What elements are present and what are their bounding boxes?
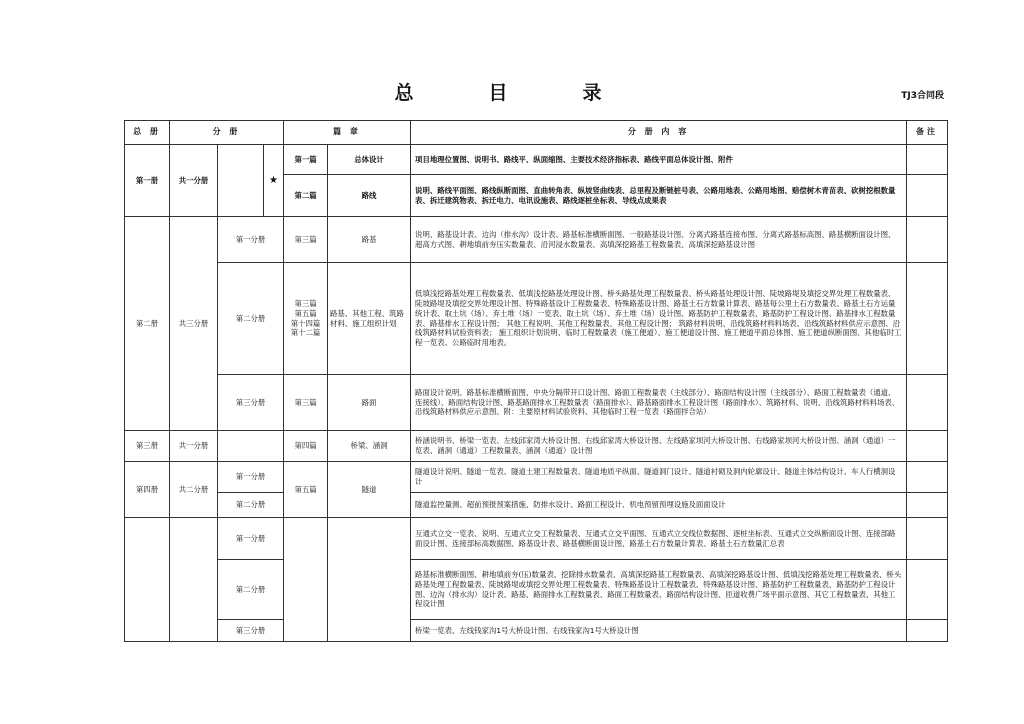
table-row [125, 518, 948, 560]
subvolume-cell: 第一分册 [218, 518, 284, 560]
remarks-cell [907, 175, 948, 217]
empty-cell [328, 518, 411, 642]
subvolume-cell: 第三分册 [218, 620, 284, 642]
subgroup-cell: 共二分册 [170, 462, 218, 518]
volume-cell: 第二册 [125, 217, 170, 431]
toc-table [124, 120, 948, 642]
subvolume-cell: 第二分册 [218, 263, 284, 375]
chapter-name-cell: 路线 [328, 175, 411, 217]
page-title: 总 目 录 [394, 82, 630, 104]
header-remarks: 备注 [907, 121, 948, 145]
table-row [125, 620, 948, 642]
volume-cell: 第三册 [125, 431, 170, 462]
chapter-name-cell: 路面 [328, 375, 411, 431]
remarks-cell [907, 217, 948, 263]
table-row [125, 263, 948, 375]
chapter-cell: 第四篇 [284, 431, 328, 462]
contract-section-label: TJ3合同段 [901, 91, 944, 101]
header-chapter: 篇 章 [284, 121, 411, 145]
content-cell: 互通式立交一览表、说明、互通式立交工程数量表、互通式立交平面图、互通式立交线位数据图、逐桩坐标表、互通式立交纵断面设计图、连接部路面设计图、连接部标高数据图、路基设计表、路基横断面设计图、路基土石方数量计算表、路基土石方数量汇总表 [411, 518, 907, 560]
remarks-cell [907, 263, 948, 375]
table-row [125, 145, 948, 175]
chapter-name-cell: 路基 [328, 217, 411, 263]
volume-cell: 第四册 [125, 462, 170, 518]
content-cell: 低填浅挖路基处理工程数量表、低填浅挖路基处理设计图、桥头路基处理工程数量表、桥头路基处理设计图、陡坡路堤及填挖交界处理工程数量表、陡坡路堤及填挖交界处理设计图、特殊路基设计工程数量表、特殊路基设计图、路基土石方数量计算表、路基每公里土石方数量表、路基土石方运量统计表、取土坑（场）、弃土堆（场）一览表、取土坑（场）、弃土堆（场）设计图、路基防护工程数量表、路基防护工程设计图、路基排水工程数量表、路基排水工程设计图； 其他工程说明、其他工程数量表、其他工程设计图； 筑路材料说明、沿线筑路材料料场表、沿线筑路材料供应示意图、沿线筑路材料试验资料表； 施工组织计划说明、临时工程数量表（施工便道）、施工便道设计图、施工便道平面总体图、施工便道纵断面图、其他临时工程一览表、公路临时用地表。 [411, 263, 907, 375]
chapter-name-cell: 总体设计 [328, 145, 411, 175]
empty-cell [170, 518, 218, 642]
chapter-cell: 第一篇 [284, 145, 328, 175]
remarks-cell [907, 493, 948, 518]
remarks-cell [907, 462, 948, 493]
content-cell: 隧道监控量测、超前预报预案措施、防排水设计、路面工程设计、机电预留预埋设施及面面设计 [411, 493, 907, 518]
chapter-name-cell: 隧道 [328, 462, 411, 518]
content-cell: 路基标准横断面图、耕地填前夯(压)数量表、挖除排水数量表、高填深挖路基工程数量表、高填深挖路基设计图、低填浅挖路基处理工程数量表、桥头路基处理工程数量表、陡坡路堤或填挖交界处理工程数量表、特殊路基设计工程数量表、特殊路基设计图、路基防护工程数量表、路基防护工程设计图、边沟（排水沟）设计表、路基、路面排水工程数量表、路面工程数量表、路面结构设计图、匝道收费广场平面示意图、其它工程数量表、其他工程设计图 [411, 560, 907, 620]
header-volume: 总 册 [125, 121, 170, 145]
header-content: 分 册 内 容 [411, 121, 907, 145]
subgroup-cell: 共一分册 [170, 431, 218, 462]
volume-cell: 第一册 [125, 145, 170, 217]
content-cell: 说明、路线平面图、路线纵断面图、直曲转角表、纵坡竖曲线表、总里程及断链桩号表、公路用地表、公路用地图、赔偿树木青苗表、砍树挖根数量表、拆迁建筑物表、拆迁电力、电讯设施表、路线逐桩坐标表、导线点成果表 [411, 175, 907, 217]
content-cell: 桥涵说明书、桥梁一览表、左线邱家湾大桥设计图、右线邱家湾大桥设计图、左线路家坝河大桥设计图、右线路家坝河大桥设计图、涵洞（通道）一览表、涵洞（通道）工程数量表、涵洞（通道）设计图 [411, 431, 907, 462]
chapter-name-cell: 路基、其他工程、筑路材料、施工组织计划 [328, 263, 411, 375]
empty-cell [218, 431, 284, 462]
subgroup-cell: 共一分册 [170, 145, 218, 217]
table-row [125, 375, 948, 431]
chapter-cell: 第五篇 [284, 462, 328, 518]
table-row [125, 431, 948, 462]
remarks-cell [907, 375, 948, 431]
remarks-cell [907, 620, 948, 642]
content-cell: 桥梁一览表、左线钱家沟1号大桥设计图、右线钱家沟1号大桥设计图 [411, 620, 907, 642]
empty-cell [125, 518, 170, 642]
table-row [125, 217, 948, 263]
header-row [125, 121, 948, 145]
subvolume-cell: 第二分册 [218, 560, 284, 620]
remarks-cell [907, 145, 948, 175]
subgroup-cell: 共三分册 [170, 217, 218, 431]
table-row [125, 560, 948, 620]
empty-cell [218, 145, 264, 217]
chapter-cell: 第二篇 [284, 175, 328, 217]
content-cell: 说明、路基设计表、边沟（排水沟）设计表、路基标准横断面图、一般路基设计图、分离式路基连接布图、分离式路基标高图、路基横断面设计图、超高方式图、耕地填前夯压实数量表、沿河浸水数量表、高填深挖路基工程数量表、高填深挖路基设计图 [411, 217, 907, 263]
table-row [125, 493, 948, 518]
header-subvolume: 分 册 [170, 121, 284, 145]
chapter-cell: 第三篇 [284, 375, 328, 431]
chapter-cell: 第三篇 第五篇 第十四篇 第十二篇 [284, 263, 328, 375]
star-icon: ★ [264, 145, 284, 217]
subvolume-cell: 第二分册 [218, 493, 284, 518]
table-row [125, 462, 948, 493]
chapter-name-cell: 桥梁、涵洞 [328, 431, 411, 462]
subvolume-cell: 第一分册 [218, 462, 284, 493]
content-cell: 隧道设计说明、隧道一览表、隧道土建工程数量表、隧道地质平纵面、隧道洞门设计、隧道衬砌及洞内轮廓设计、隧道主体结构设计、车人行横洞设计 [411, 462, 907, 493]
empty-cell [284, 518, 328, 642]
chapter-cell: 第三篇 [284, 217, 328, 263]
subvolume-cell: 第三分册 [218, 375, 284, 431]
subvolume-cell: 第一分册 [218, 217, 284, 263]
remarks-cell [907, 431, 948, 462]
remarks-cell [907, 518, 948, 560]
content-cell: 路面设计说明、路基标准横断面图、中央分隔带开口设计图、路面工程数量表（主线部分）、路面结构设计图（主线部分）、路面工程数量表（通道、连接线）、路面结构设计图、路基路面排水工程数量表（路面排水）、路基路面排水工程设计图（路面排水）、筑路材料、说明、沿线筑路材料料场表、沿线筑路材料供应示意图、附：主要原材料试验资料、其他临时工程一览表（路面拌合站） [411, 375, 907, 431]
content-cell: 项目地理位置图、说明书、路线平、纵面缩图、主要技术经济指标表、路线平面总体设计图、附件 [411, 145, 907, 175]
remarks-cell [907, 560, 948, 620]
